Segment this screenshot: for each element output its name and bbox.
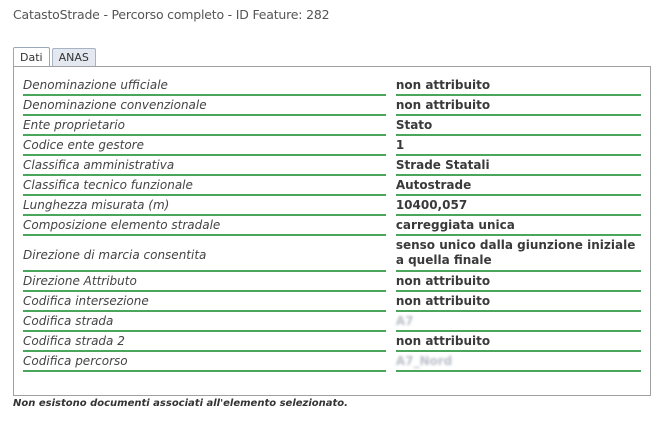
row-label: Denominazione ufficiale (23, 76, 386, 96)
row-value: non attribuito (396, 96, 641, 116)
row-label: Classifica tecnico funzionale (23, 176, 386, 196)
table-row (23, 332, 641, 352)
row-label: Ente proprietario (23, 116, 386, 136)
row-value: non attribuito (396, 272, 641, 292)
row-value: carreggiata unica (396, 216, 641, 236)
row-value: 10400,057 (396, 196, 641, 216)
table-row (23, 96, 641, 116)
tab-dati[interactable]: Dati (13, 47, 50, 67)
row-value: non attribuito (396, 76, 641, 96)
row-label: Codice ente gestore (23, 136, 386, 156)
table-row (23, 136, 641, 156)
attributes-panel (13, 66, 651, 396)
table-row (23, 236, 641, 272)
row-label: Codifica strada (23, 312, 386, 332)
no-documents-message: Non esistono documenti associati all'elemento selezionato. (13, 398, 348, 409)
row-label: Direzione Attributo (23, 272, 386, 292)
table-row (23, 156, 641, 176)
redacted-value: A7_Nord (395, 354, 453, 368)
table-row (23, 352, 641, 372)
table-row (23, 176, 641, 196)
row-value: Strade Statali (396, 156, 641, 176)
row-value: senso unico dalla giunzione iniziale a quella finale (396, 236, 641, 272)
row-value (396, 312, 641, 332)
row-value: Autostrade (396, 176, 641, 196)
row-value: 1 (396, 136, 641, 156)
table-row (23, 312, 641, 332)
table-row (23, 292, 641, 312)
row-label: Lunghezza misurata (m) (23, 196, 386, 216)
row-label: Direzione di marcia consentita (23, 236, 386, 272)
row-label: Classifica amministrativa (23, 156, 386, 176)
table-row (23, 272, 641, 292)
row-value: non attribuito (396, 292, 641, 312)
row-label: Codifica percorso (23, 352, 386, 372)
redacted-value: A7 (395, 314, 414, 328)
table-row (23, 196, 641, 216)
window-title: CatastoStrade - Percorso completo - ID Feature: 282 (13, 7, 330, 22)
tab-anas[interactable]: ANAS (52, 48, 96, 66)
table-row (23, 116, 641, 136)
row-label: Codifica strada 2 (23, 332, 386, 352)
row-value: Stato (396, 116, 641, 136)
row-label: Denominazione convenzionale (23, 96, 386, 116)
table-row (23, 216, 641, 236)
row-value: non attribuito (396, 332, 641, 352)
row-label: Codifica intersezione (23, 292, 386, 312)
row-label: Composizione elemento stradale (23, 216, 386, 236)
attributes-table (23, 76, 641, 372)
row-value (396, 352, 641, 372)
tab-bar (13, 47, 98, 66)
table-row (23, 76, 641, 96)
